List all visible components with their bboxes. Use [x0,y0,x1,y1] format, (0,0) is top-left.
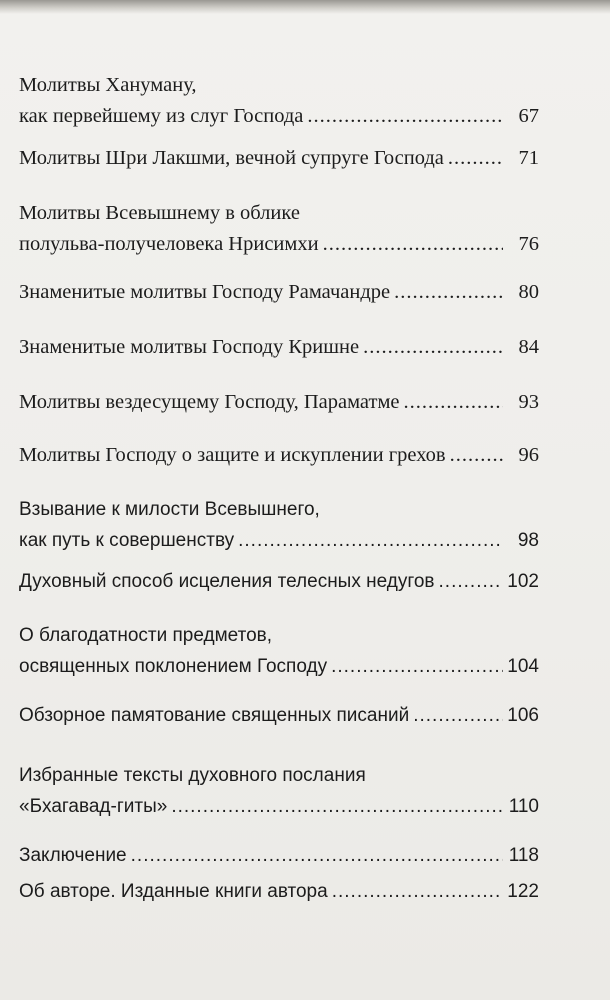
toc-entry-title: Заключение [19,845,127,866]
toc-entry-line [19,198,539,229]
toc-entry-hanuman [19,70,539,132]
toc-entry-line [19,566,539,597]
toc-page-number: 71 [518,147,539,169]
toc-page-number: 102 [507,571,539,592]
toc-entry-line [19,760,539,791]
toc-entry-line [19,277,539,308]
toc-page-number: 80 [518,281,539,303]
toc-page-number: 118 [508,845,539,866]
toc-page-number: 93 [518,391,539,413]
leader-dots [323,229,503,260]
toc-entry-title: освященных поклонением Господу [19,656,328,677]
toc-page-number: 106 [507,705,539,726]
toc-entry-title: Знаменитые молитвы Господу Рамачандре [19,281,391,303]
toc-entry-title: О благодатности предметов, [19,625,273,646]
leader-dots [332,876,503,907]
toc-entry-line [19,70,539,101]
toc-entry-title: полульва-получеловека Нрисимхи [19,233,319,255]
toc-entry-bhagavad-gita [19,760,539,822]
toc-page-number: 76 [518,233,539,255]
toc-entry-title: Знаменитые молитвы Господу Кришне [19,336,360,358]
toc-entry-title: Молитвы Хануману, [19,74,197,96]
leader-dots [448,143,503,174]
toc-page-number: 104 [507,656,539,677]
toc-page-number: 84 [518,336,539,358]
toc-entry-line [19,229,539,260]
toc-page-number: 122 [507,881,539,902]
leader-dots [363,332,503,363]
toc-page-number: 67 [518,105,539,127]
toc-entry-conclusion [19,840,539,871]
leader-dots [394,277,503,308]
toc-entry-mercy [19,494,539,556]
toc-entry-title: Молитвы Господу о защите и искуплении грехов [19,444,446,466]
leader-dots [171,791,503,822]
toc-page-number: 110 [508,796,539,817]
toc-entry-ramachandra [19,277,539,308]
toc-entry-lakshmi [19,143,539,174]
toc-entry-krishna [19,332,539,363]
toc-entry-title: Обзорное памятование священных писаний [19,705,410,726]
toc-entry-title: Духовный способ исцеления телесных недугов [19,571,435,592]
leader-dots [450,440,503,471]
toc-entry-title: Молитвы Шри Лакшми, вечной супруге Господа [19,147,444,169]
toc-entry-line [19,525,539,556]
toc-entry-about-author [19,876,539,907]
toc-entry-line [19,651,539,682]
toc-entry-nrisimha [19,198,539,260]
toc-entry-paramatma [19,387,539,418]
leader-dots [439,566,503,597]
leader-dots [404,387,503,418]
toc-entry-title: Взывание к милости Всевышнего, [19,499,320,520]
leader-dots [331,651,503,682]
leader-dots [131,840,503,871]
page-top-shadow [0,0,610,14]
toc-entry-sacred-objects [19,620,539,682]
toc-entry-line [19,700,539,731]
toc-entry-line [19,620,539,651]
toc-entry-line [19,387,539,418]
toc-entry-title: как путь к совершенству [19,530,235,551]
leader-dots [238,525,503,556]
toc-entry-healing [19,566,539,597]
toc-entry-line [19,876,539,907]
toc-entry-title: Об авторе. Изданные книги автора [19,881,328,902]
toc-entry-title: Молитвы Всевышнему в облике [19,202,300,224]
leader-dots [307,101,503,132]
toc-entry-title: как первейшему из слуг Господа [19,105,304,127]
toc-entry-title: «Бхагавад-гиты» [19,796,168,817]
toc-entry-line [19,840,539,871]
toc-entry-line [19,332,539,363]
toc-entry-protection [19,440,539,471]
toc-entry-title: Молитвы вездесущему Господу, Параматме [19,391,400,413]
toc-entry-line [19,494,539,525]
leader-dots [413,700,503,731]
toc-entry-scriptures [19,700,539,731]
toc-page-number: 96 [518,444,539,466]
toc-page-number: 98 [517,530,539,551]
toc-entry-title: Избранные тексты духовного послания [19,765,366,786]
toc-entry-line [19,440,539,471]
toc-entry-line [19,791,539,822]
toc-entry-line [19,101,539,132]
toc-entry-line [19,143,539,174]
